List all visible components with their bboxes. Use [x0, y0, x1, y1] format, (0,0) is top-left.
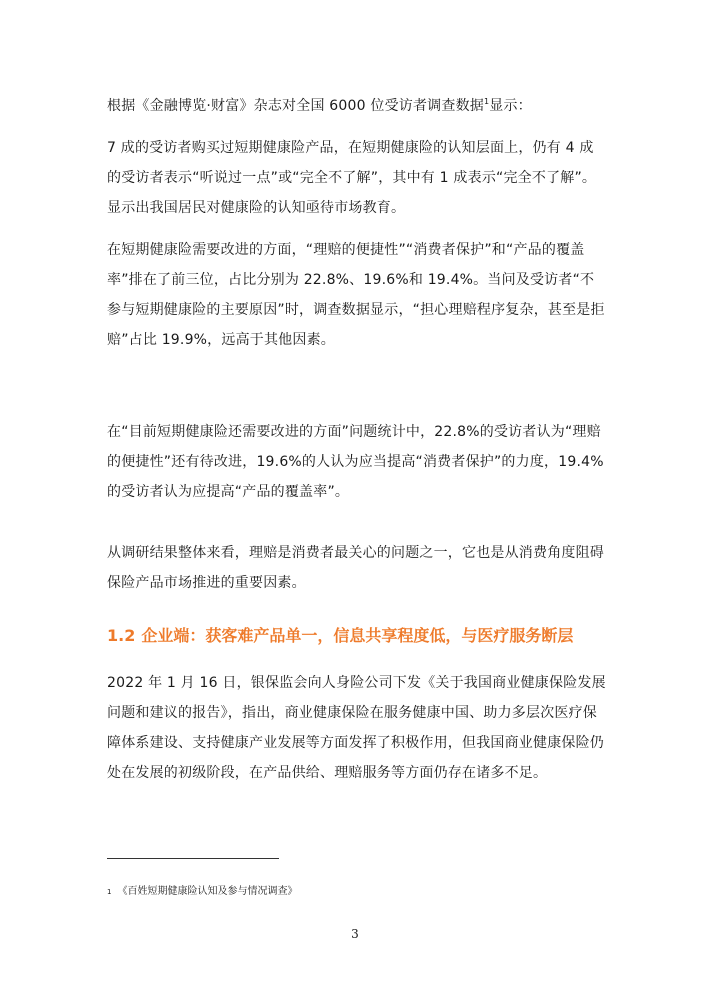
intro-suffix: 显示：	[489, 98, 532, 114]
footnote-reference[interactable]: 1	[483, 97, 490, 106]
footnote-marker: 1	[107, 888, 112, 896]
footnote-text: 《百姓短期健康险认知及参与情况调查》	[117, 886, 298, 897]
section-heading	[107, 622, 627, 650]
section-title: 企业端：获客难产品单一，信息共享程度低，与医疗服务断层	[141, 626, 574, 645]
footnote	[107, 884, 297, 900]
footnote-divider	[107, 858, 279, 859]
paragraph-regulator-report: 2022 年 1 月 16 日，银保监会向人身险公司下发《关于我国商业健康保险发展问题和建议的报告》，指出，商业健康保险在服务健康中国、助力多层次医疗保障体系建设、支持健康产业发展等方面发挥了积极作用，但我国商业健康保险仍处在发展的初级阶段，在产品供给、理赔服务等方面仍存在诸多不足。	[107, 675, 606, 781]
section-number: 1.2	[107, 626, 136, 645]
paragraph-conclusion: 从调研结果整体来看，理赔是消费者最关心的问题之一，它也是从消费角度阻碍保险产品市场推进的重要因素。	[107, 545, 604, 591]
intro-text: 根据《金融博览·财富》杂志对全国 6000 位受访者调查数据	[107, 98, 484, 114]
paragraph-awareness: 7 成的受访者购买过短期健康险产品，在短期健康险的认知层面上，仍有 4 成的受访者表示“听说过一点”或“完全不了解”，其中有 1 成表示“完全不了解”。显示出我国居民对健康险的认知亟待市场教育。	[107, 140, 597, 216]
paragraph-statistics: 在“目前短期健康险还需要改进的方面”问题统计中，22.8%的受访者认为“理赔的便捷性”还有待改进，19.6%的人认为应当提高“消费者保护”的力度，19.4%的受访者认为应提高“产品的覆盖率”。	[107, 424, 604, 500]
page-number: 3	[351, 927, 359, 941]
paragraph-improvements: 在短期健康险需要改进的方面，“理赔的便捷性”“消费者保护”和“产品的覆盖率”排在了前三位，占比分别为 22.8%、19.6%和 19.4%。当问及受访者“不参与短期健康险的主要原因”时，调查数据显示，“担心理赔程序复杂，甚至是拒赔”占比 19.9%，远高于其他因素。	[107, 242, 605, 348]
intro-paragraph	[107, 91, 607, 121]
